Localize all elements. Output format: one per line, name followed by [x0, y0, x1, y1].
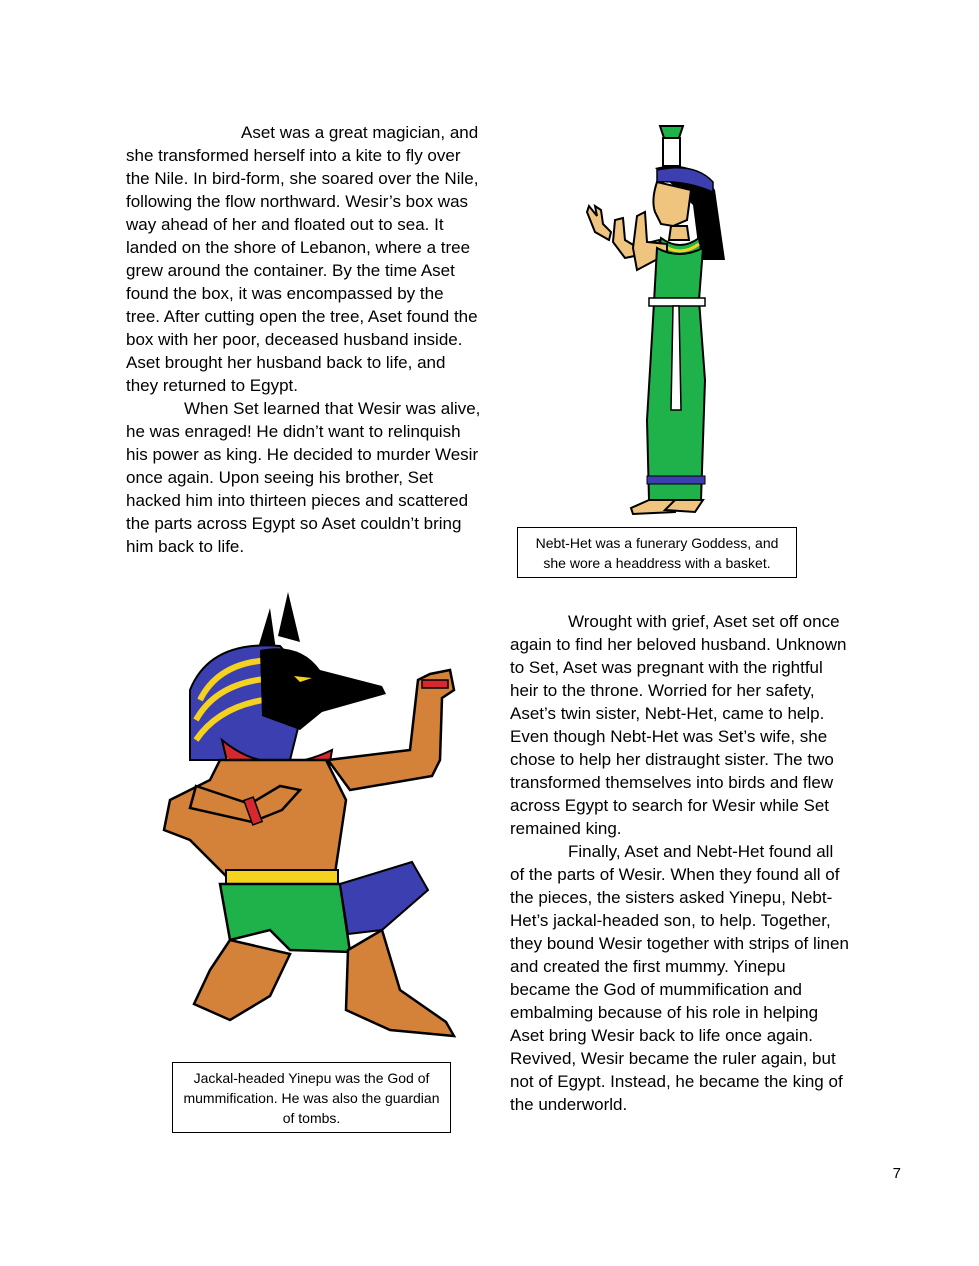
yinepu-illustration [150, 590, 470, 1045]
yinepu-caption [172, 1062, 451, 1133]
right-paragraph-2: Finally, Aset and Nebt-Het found all of the parts of Wesir. When they found all of the pieces, the sisters asked Yinepu, Nebt-Het’s jackal-headed son, to help. Together, they bound Wesir together with strips of linen and created the first mummy. Yinepu became the God of mummification and embalming because of his role in helping Aset bring Wesir back to life once again. Revived, Wesir became the ruler again, but not of Egypt. Instead, he became the king of the underworld. [510, 842, 849, 1114]
nebthet-illustration [575, 120, 745, 520]
left-text-column [126, 121, 481, 558]
left-paragraph-1: Aset was a great magician, and she transformed herself into a kite to fly over the Nile. In bird-form, she soared over the Nile, following the flow northward. Wesir’s box was way ahead of her and floated out to sea. It landed on the shore of Lebanon, where a tree grew around the container. By the time Aset found the box, it was encompassed by the tree. After cutting open the tree, Aset found the box with her poor, deceased husband inside. Aset brought her husband back to life, and they returned to Egypt. [126, 123, 479, 395]
right-text-column [510, 610, 850, 1116]
page-number: 7 [892, 1165, 901, 1182]
yinepu-caption-text: Jackal-headed Yinepu was the God of mummification. He was also the guardian of tombs. [183, 1069, 440, 1126]
nebthet-caption [517, 527, 797, 578]
nebthet-caption-text: Nebt-Het was a funerary Goddess, and she wore a headdress with a basket. [535, 534, 779, 571]
right-paragraph-1: Wrought with grief, Aset set off once again to find her beloved husband. Unknown to Set, Aset was pregnant with the rightful heir to the throne. Worried for her safety, Aset’s twin sister, Nebt-Het, came to help. Even though Nebt-Het was Set’s wife, she chose to help her distraught sister. The two transformed themselves into birds and flew across Egypt to search for Wesir while Set remained king. [510, 612, 847, 838]
left-paragraph-2: When Set learned that Wesir was alive, he was enraged! He didn’t want to relinquish his power as king. He decided to murder Wesir once again. Upon seeing his brother, Set hacked him into thirteen pieces and scattered the parts across Egypt so Aset couldn’t bring him back to life. [126, 399, 481, 556]
